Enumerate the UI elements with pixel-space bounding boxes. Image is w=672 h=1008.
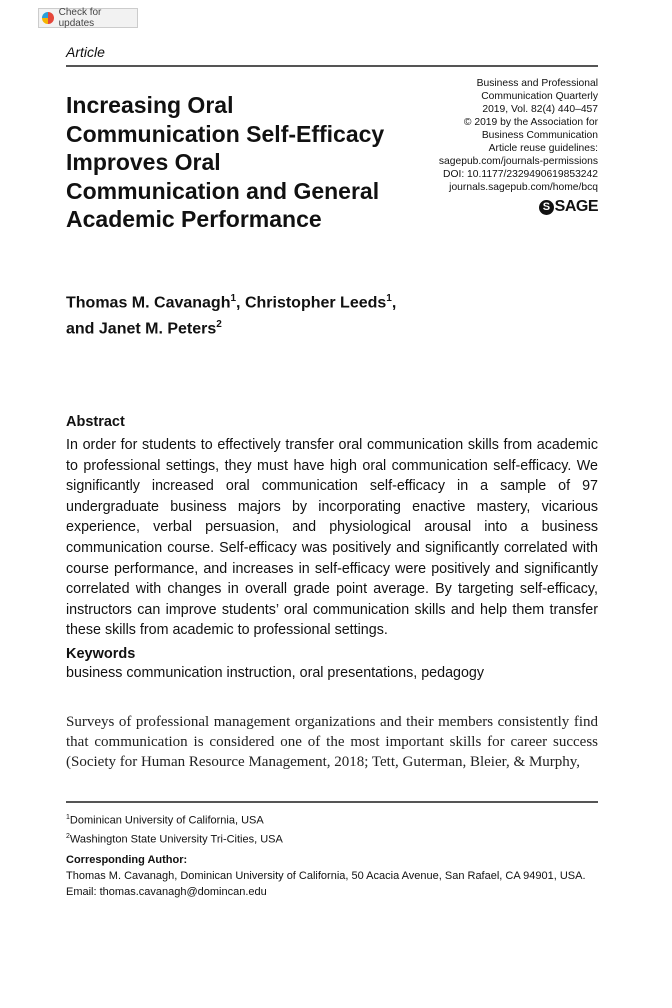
article-type: Article bbox=[66, 44, 105, 60]
affiliation bbox=[66, 829, 283, 848]
sage-logo-text: SAGE bbox=[554, 198, 598, 215]
abstract-heading: Abstract bbox=[66, 414, 125, 430]
check-updates-label: Check for updates bbox=[58, 7, 102, 29]
keywords: business communication instruction, oral presentations, pedagogy bbox=[66, 665, 485, 681]
journal-link[interactable]: journals.sagepub.com/home/bcq bbox=[449, 182, 598, 193]
meta-line: Communication Quarterly bbox=[481, 91, 598, 102]
affiliation bbox=[66, 810, 283, 829]
author-sep: , bbox=[391, 294, 397, 312]
corresponding-heading: Corresponding Author: bbox=[66, 854, 188, 866]
corresponding-email[interactable]: Email: thomas.cavanagh@domincan.edu bbox=[66, 886, 267, 898]
meta-line: Business Communication bbox=[481, 130, 598, 141]
affiliation-text: Dominican University of California, USA bbox=[69, 814, 264, 827]
author-sup: 1 bbox=[230, 293, 237, 304]
crossmark-icon bbox=[42, 12, 54, 24]
doi[interactable]: DOI: 10.1177/2329490619853242 bbox=[443, 169, 598, 180]
meta-line: Business and Professional bbox=[476, 78, 598, 89]
corresponding-author: Thomas M. Cavanagh, Dominican University of California, 50 Acacia Avenue, San Rafael, CA 94901, USA. bbox=[66, 870, 586, 882]
check-for-updates-button[interactable] bbox=[38, 8, 138, 28]
affiliation-sup: 1 bbox=[66, 814, 70, 821]
affiliation-text: Washington State University Tri-Cities, USA bbox=[69, 833, 283, 846]
meta-line: © 2019 by the Association for bbox=[463, 117, 598, 128]
paper-title: Increasing Oral Communication Self-Efficacy Improves Oral Communication and General Academic Performance bbox=[66, 92, 385, 232]
journal-meta bbox=[439, 77, 598, 194]
header-rule bbox=[66, 65, 598, 67]
sage-logo bbox=[539, 198, 598, 216]
keywords-heading: Keywords bbox=[66, 646, 136, 662]
affiliations bbox=[66, 810, 283, 847]
authors bbox=[66, 288, 396, 341]
meta-line: 2019, Vol. 82(4) 440–457 bbox=[482, 104, 598, 115]
sage-s-icon: S bbox=[539, 200, 554, 215]
meta-line: Article reuse guidelines: bbox=[488, 143, 598, 154]
author: and Janet M. Peters bbox=[66, 320, 217, 338]
abstract-text: In order for students to effectively transfer oral communication skills from academic to professional settings, they must have high oral communication self-efficacy. We significantly increased oral communication self-efficacy in a sample of 97 undergraduate business majors by incorporating enactive mastery, vicarious experience, verbal persuasion, and physiological arousal into a business communication course. Self-efficacy was positively and significantly correlated with course performance, and increases in self-efficacy were positively and significantly correlated with changes in overall grade point average. By targeting self-efficacy, instructors can improve students’ oral communication skills and help them transfer these skills from academic to professional settings. bbox=[66, 437, 598, 639]
author-sep: , bbox=[236, 294, 245, 312]
author-sup: 1 bbox=[386, 293, 392, 304]
body-text: Surveys of professional management organizations and their members consistently find that communication is considered one of the most important skills for career success (Society for Human Resource Management, 2018; Tett, Guterman, Bleier, & Murphy, bbox=[66, 714, 598, 770]
author-sup: 2 bbox=[216, 319, 222, 331]
author: Christopher Leeds bbox=[244, 294, 387, 312]
footnote-rule bbox=[66, 801, 598, 803]
author: Thomas M. Cavanagh bbox=[66, 294, 231, 312]
affiliation-sup: 2 bbox=[66, 832, 70, 840]
permissions-link[interactable]: sagepub.com/journals-permissions bbox=[438, 156, 598, 167]
